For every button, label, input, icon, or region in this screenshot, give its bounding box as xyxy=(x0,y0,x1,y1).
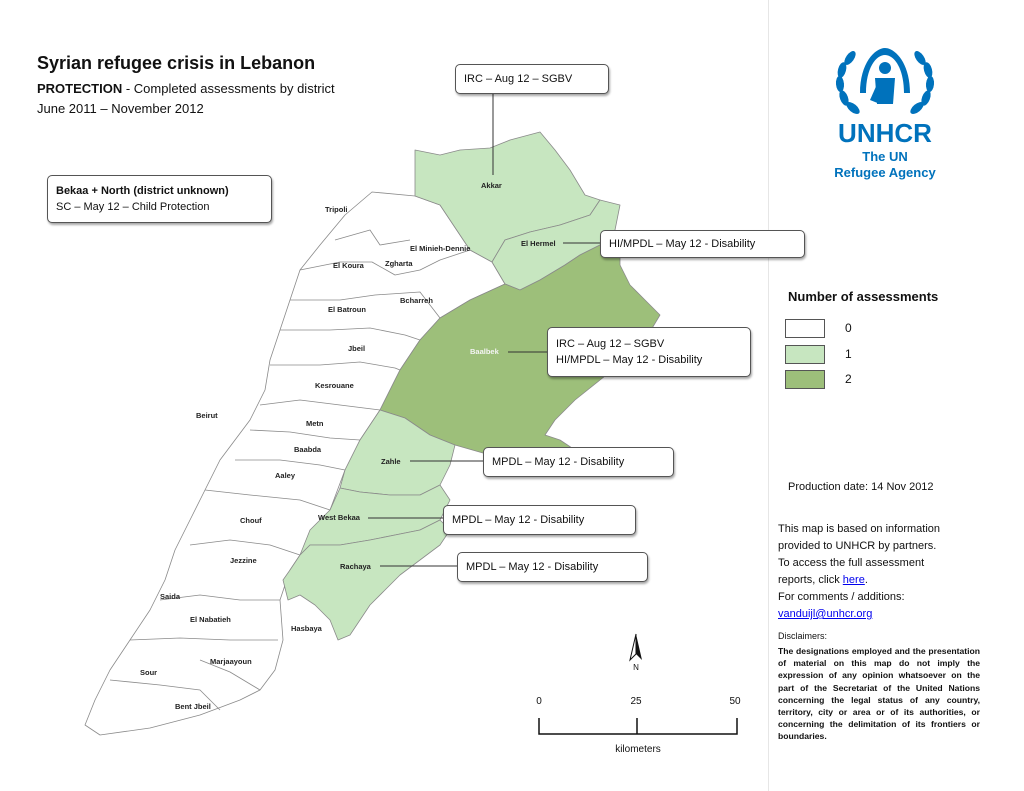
info-line-5: For comments / additions: xyxy=(778,591,905,603)
subtitle-rest: - Completed assessments by district xyxy=(122,81,335,96)
label-zgharta: Zgharta xyxy=(385,259,413,268)
scale-tick-25: 25 xyxy=(630,696,642,707)
label-hermel: El Hermel xyxy=(521,239,556,248)
logo-tagline-1: The UN xyxy=(862,149,908,164)
info-line-4 xyxy=(778,572,968,589)
label-west-bekaa: West Bekaa xyxy=(318,513,360,522)
scale-tick-0: 0 xyxy=(536,696,542,707)
callout-baalbek xyxy=(547,327,751,377)
info-line-1: This map is based on information xyxy=(778,523,941,535)
disclaimers-title: Disclaimers: xyxy=(778,631,828,641)
label-minieh: El Minieh-Dennie xyxy=(410,244,471,253)
unhcr-logo xyxy=(820,38,950,188)
label-saida: Saida xyxy=(160,592,181,601)
legend-label-2: 2 xyxy=(845,372,852,386)
map-title: Syrian refugee crisis in Lebanon xyxy=(37,53,316,73)
label-baabda: Baabda xyxy=(294,445,322,454)
label-rachaya: Rachaya xyxy=(340,562,371,571)
scale-unit: kilometers xyxy=(615,744,661,755)
info-line-2: provided to UNHCR by partners. xyxy=(778,540,937,552)
callout-bekaa-north-line2: SC – May 12 – Child Protection xyxy=(56,201,210,213)
north-label: N xyxy=(633,663,639,672)
callout-zahle: MPDL – May 12 - Disability xyxy=(483,447,674,477)
label-batroun: El Batroun xyxy=(328,305,366,314)
label-akkar: Akkar xyxy=(481,181,502,190)
info-line-4-prefix: reports, click xyxy=(778,574,843,586)
label-aaley: Aaley xyxy=(275,471,296,480)
label-chouf: Chouf xyxy=(240,516,262,525)
laurel-right xyxy=(908,49,934,116)
info-line-4-suffix: . xyxy=(864,574,868,586)
label-marjaayoun: Marjaayoun xyxy=(210,657,252,666)
north-arrow-icon xyxy=(624,632,648,672)
label-kesrouane: Kesrouane xyxy=(315,381,354,390)
label-sour: Sour xyxy=(140,668,158,677)
label-bent-jbeil: Bent Jbeil xyxy=(175,702,211,711)
legend-label-0: 0 xyxy=(845,321,852,335)
label-beirut: Beirut xyxy=(196,411,218,420)
info-block xyxy=(778,521,968,623)
label-tripoli: Tripoli xyxy=(325,205,348,214)
callout-rachaya: MPDL – May 12 - Disability xyxy=(457,552,648,582)
subtitle-bold: PROTECTION xyxy=(37,81,123,96)
legend-swatch-1 xyxy=(785,345,825,364)
label-metn: Metn xyxy=(306,419,324,428)
legend-swatch-0 xyxy=(785,319,825,338)
label-nabatieh: El Nabatieh xyxy=(190,615,231,624)
label-koura: El Koura xyxy=(333,261,364,270)
logo-tagline-2: Refugee Agency xyxy=(834,165,936,180)
label-jezzine: Jezzine xyxy=(230,556,257,565)
callout-akkar: IRC – Aug 12 – SGBV xyxy=(455,64,609,94)
label-zahle: Zahle xyxy=(381,457,401,466)
label-jbeil: Jbeil xyxy=(348,344,366,353)
label-hasbaya: Hasbaya xyxy=(291,624,322,633)
email-link[interactable]: vanduijl@unhcr.org xyxy=(778,608,873,620)
callout-bekaa-north-line1: Bekaa + North (district unknown) xyxy=(56,185,229,197)
here-link[interactable]: here xyxy=(842,574,865,586)
production-date: Production date: 14 Nov 2012 xyxy=(788,481,934,493)
legend-title: Number of assessments xyxy=(788,289,939,304)
legend-label-1: 1 xyxy=(845,347,852,361)
callout-hermel: HI/MPDL – May 12 - Disability xyxy=(600,230,805,258)
scale-bar xyxy=(530,690,750,760)
laurel-left xyxy=(835,49,861,116)
callout-baalbek-line2: HI/MPDL – May 12 - Disability xyxy=(556,354,703,366)
callout-bekaa-north xyxy=(47,175,272,223)
callout-west-bekaa: MPDL – May 12 - Disability xyxy=(443,505,636,535)
label-bcharreh: Bcharreh xyxy=(400,296,433,305)
logo-wordmark: UNHCR xyxy=(838,118,932,148)
label-baalbek: Baalbek xyxy=(470,347,499,356)
scale-tick-50: 50 xyxy=(729,696,741,707)
date-range: June 2011 – November 2012 xyxy=(37,101,204,116)
disclaimers-text: The designations employed and the presentation of material on this map do not imply the expression of any opinion whatsoever on the part of the Secretariat of the United Nations concerning the legal status of any country, territory, city or area or of its authorities, or concerning the delimitation of its frontiers or boundaries. xyxy=(778,646,980,742)
info-line-3: To access the full assessment xyxy=(778,557,925,569)
callout-baalbek-line1: IRC – Aug 12 – SGBV xyxy=(556,338,665,350)
legend-swatch-2 xyxy=(785,370,825,389)
